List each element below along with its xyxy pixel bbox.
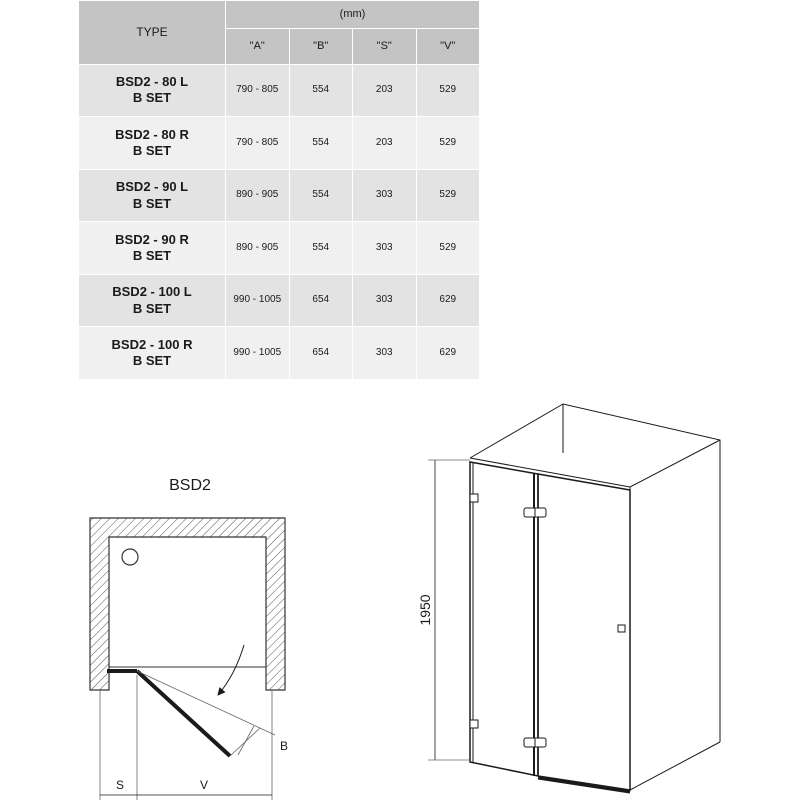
type-cell bbox=[79, 327, 226, 380]
type-column-header: TYPE bbox=[79, 1, 226, 65]
box-top-edge bbox=[470, 404, 720, 465]
table-row bbox=[79, 117, 480, 170]
unit-header: (mm) bbox=[226, 1, 480, 29]
type-set: B SET bbox=[132, 142, 172, 158]
type-model: BSD2 - 100 L bbox=[112, 284, 192, 300]
wall-hatch bbox=[90, 518, 285, 690]
type-model: BSD2 - 80 R bbox=[115, 126, 189, 142]
type-model: BSD2 - 90 L bbox=[115, 179, 189, 195]
type-cell bbox=[79, 64, 226, 117]
type-set: B SET bbox=[132, 300, 172, 316]
type-set: B SET bbox=[132, 90, 172, 106]
column-header-v: "V" bbox=[416, 29, 480, 64]
type-set: B SET bbox=[132, 353, 172, 369]
type-model: BSD2 - 80 L bbox=[115, 74, 189, 90]
label-b: B bbox=[279, 739, 289, 753]
type-cell bbox=[79, 117, 226, 170]
hinge-icon bbox=[470, 720, 478, 728]
value-s: 303 bbox=[353, 327, 417, 380]
door-panel-front bbox=[538, 474, 630, 790]
label-s: S bbox=[115, 778, 125, 792]
value-v: 529 bbox=[416, 222, 480, 275]
column-header-b: "B" bbox=[289, 29, 353, 64]
box-front-top-edge bbox=[470, 458, 630, 487]
table-row bbox=[79, 274, 480, 327]
value-b: 554 bbox=[289, 64, 353, 117]
value-s: 303 bbox=[353, 274, 417, 327]
value-s: 203 bbox=[353, 64, 417, 117]
value-b: 554 bbox=[289, 169, 353, 222]
box-right-bottom-edge bbox=[630, 742, 720, 790]
label-v: V bbox=[199, 778, 209, 792]
projection-line bbox=[137, 671, 275, 735]
value-s: 203 bbox=[353, 117, 417, 170]
elevation-view bbox=[428, 404, 720, 792]
table-row bbox=[79, 169, 480, 222]
box-right-top-edge bbox=[630, 440, 720, 487]
type-cell bbox=[79, 222, 226, 275]
door-bottom-seal bbox=[538, 778, 630, 792]
type-model: BSD2 - 90 R bbox=[115, 231, 189, 247]
hinged-glass-door bbox=[137, 671, 230, 756]
plan-view bbox=[90, 477, 288, 800]
drain-icon bbox=[122, 549, 138, 565]
plan-view-title: BSD2 bbox=[169, 477, 211, 494]
value-s: 303 bbox=[353, 169, 417, 222]
dimension-line-b bbox=[238, 726, 254, 755]
table-row bbox=[79, 222, 480, 275]
value-b: 554 bbox=[289, 222, 353, 275]
value-b: 654 bbox=[289, 274, 353, 327]
value-v: 629 bbox=[416, 327, 480, 380]
value-v: 629 bbox=[416, 274, 480, 327]
value-v: 529 bbox=[416, 169, 480, 222]
value-v: 529 bbox=[416, 64, 480, 117]
value-a: 790 - 805 bbox=[226, 64, 290, 117]
type-model: BSD2 - 100 R bbox=[111, 336, 193, 352]
hinge-icon bbox=[470, 494, 478, 502]
type-cell bbox=[79, 274, 226, 327]
value-b: 654 bbox=[289, 327, 353, 380]
table-row bbox=[79, 327, 480, 380]
value-b: 554 bbox=[289, 117, 353, 170]
door-swing-arrow bbox=[218, 645, 244, 695]
table-row bbox=[79, 64, 480, 117]
type-set: B SET bbox=[132, 248, 172, 264]
dimension-table bbox=[78, 0, 480, 380]
type-cell bbox=[79, 169, 226, 222]
value-v: 529 bbox=[416, 117, 480, 170]
column-header-s: "S" bbox=[353, 29, 417, 64]
value-a: 990 - 1005 bbox=[226, 274, 290, 327]
height-label: 1950 bbox=[417, 594, 433, 626]
value-a: 790 - 805 bbox=[226, 117, 290, 170]
column-header-a: "A" bbox=[226, 29, 290, 64]
handle-icon bbox=[618, 625, 625, 632]
technical-drawing bbox=[0, 395, 800, 800]
value-s: 303 bbox=[353, 222, 417, 275]
type-set: B SET bbox=[132, 195, 172, 211]
value-a: 890 - 905 bbox=[226, 222, 290, 275]
value-a: 890 - 905 bbox=[226, 169, 290, 222]
value-a: 990 - 1005 bbox=[226, 327, 290, 380]
